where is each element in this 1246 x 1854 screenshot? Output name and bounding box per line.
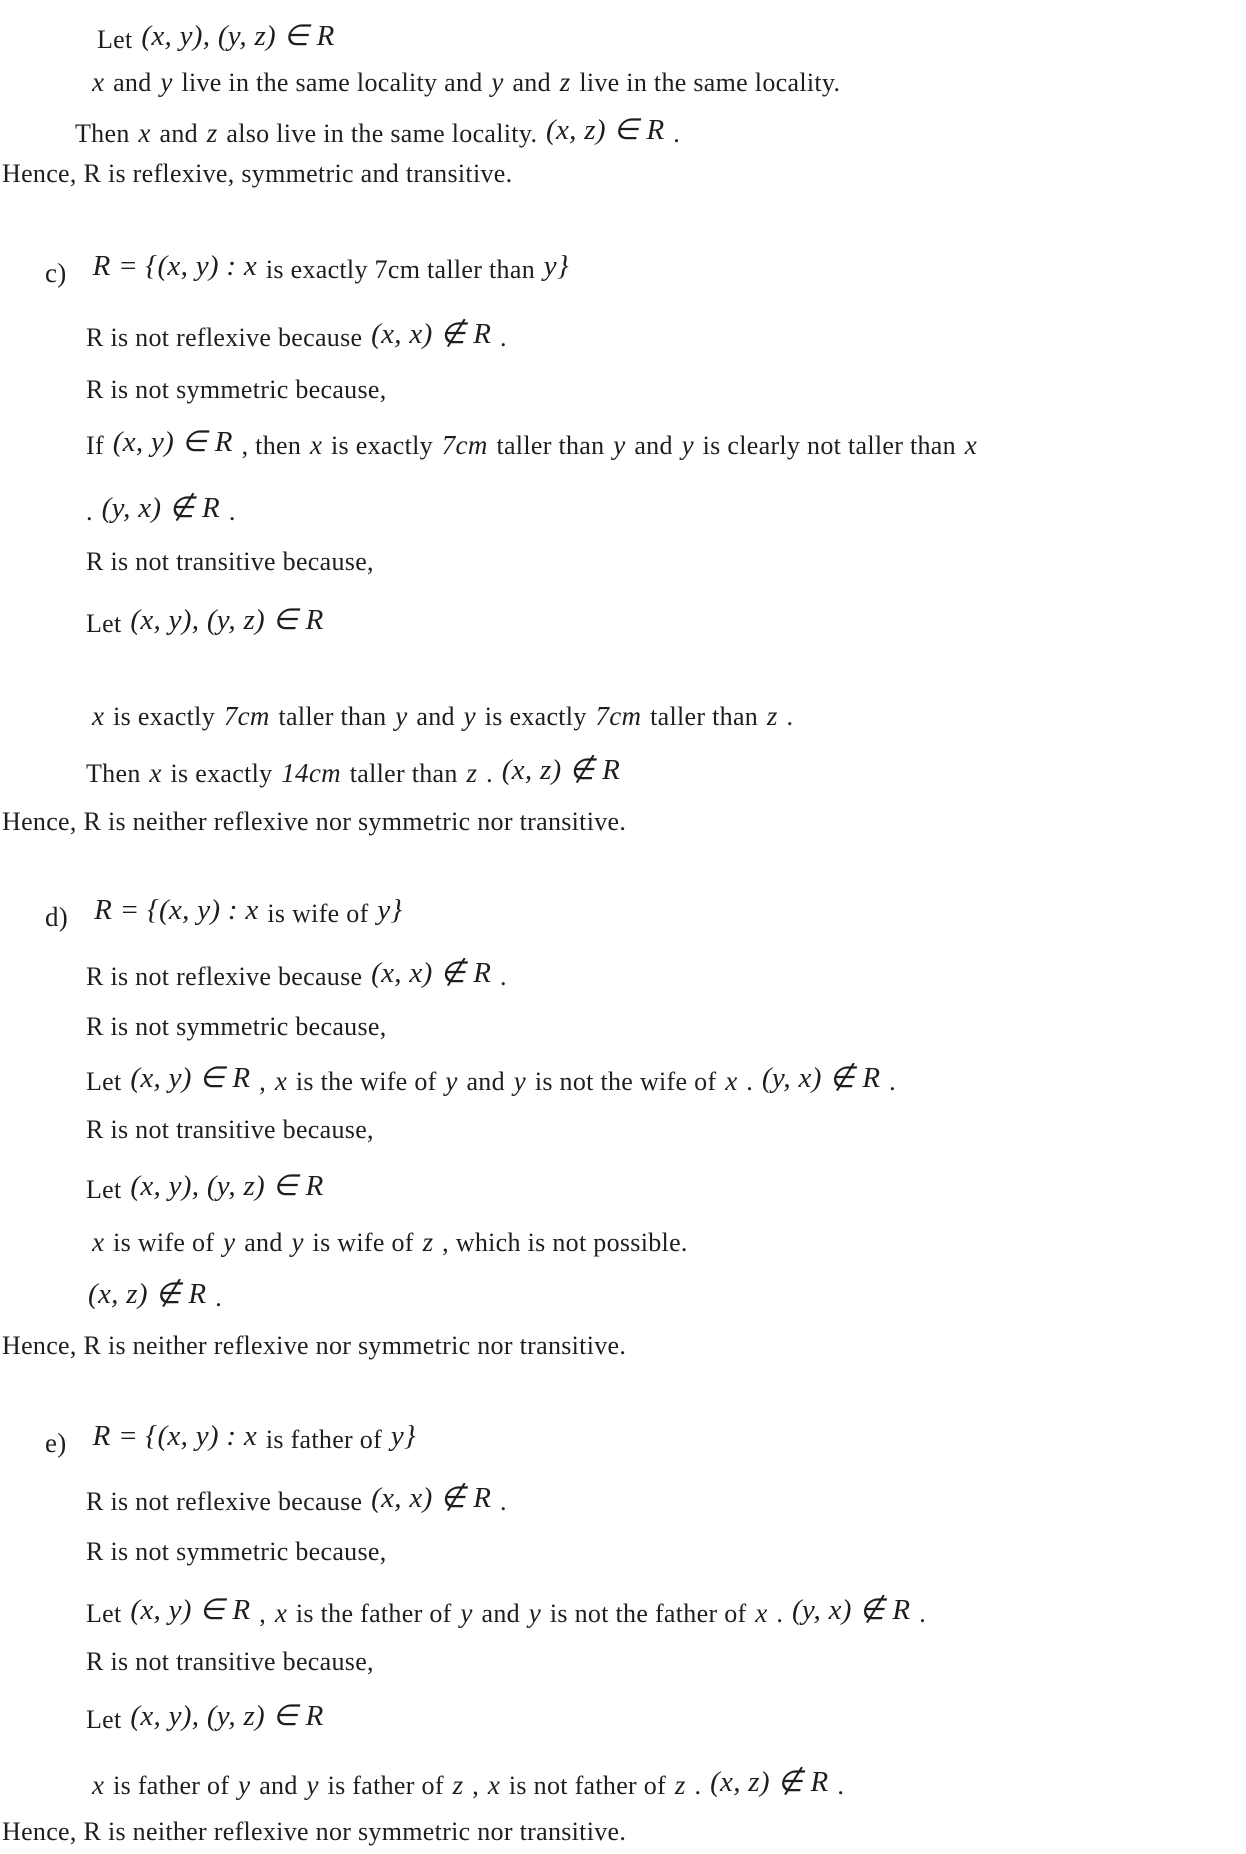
text-line (86, 1168, 326, 1207)
text-run: Let (86, 1067, 129, 1096)
text-run: is father of (106, 1771, 237, 1800)
text-run: is exactly (106, 702, 222, 731)
text-line (45, 892, 404, 935)
text-run: live in the same locality. (572, 68, 841, 97)
text-run: taller than (489, 431, 612, 460)
variable-run: x (92, 1770, 105, 1800)
text-run: live in the same locality and (174, 68, 490, 97)
text-run: taller than (643, 702, 765, 731)
text-run: . (666, 119, 681, 148)
text-run: . (687, 1771, 709, 1800)
text-line (2, 158, 512, 191)
variable-run: y (238, 1770, 251, 1800)
variable-run: x (487, 1770, 501, 1800)
math-run: y} (543, 250, 569, 282)
text-run: R is not reflexive because (86, 962, 370, 991)
text-line (86, 546, 374, 579)
variable-run: y (306, 1770, 319, 1800)
text-run: If (86, 431, 111, 460)
text-run: is wife of (260, 899, 376, 928)
variable-run: y (613, 430, 626, 460)
text-run: Hence, R is reflexive, symmetric and transitive. (2, 159, 513, 188)
math-run: (x, z) ∉ R (710, 1766, 829, 1798)
text-run: is father of (259, 1425, 389, 1454)
text-run: is exactly (477, 702, 594, 731)
text-run: R is not transitive because, (86, 1115, 374, 1144)
text-line (86, 1480, 507, 1519)
text-line (86, 1060, 896, 1099)
text-run: and (237, 1228, 290, 1257)
text-run: is exactly (163, 759, 280, 788)
variable-run: x (138, 118, 151, 148)
math-run: (x, y), (y, z) ∈ R (130, 1700, 324, 1732)
math-run: (x, y), (y, z) ∈ R (130, 604, 324, 636)
variable-run: y (445, 1066, 458, 1096)
text-run: is exactly (324, 431, 440, 460)
math-run: (x, y) ∈ R (130, 1062, 251, 1094)
text-run: . (493, 962, 507, 991)
variable-run: x (309, 430, 323, 460)
text-line (86, 1011, 387, 1044)
math-run: (x, y), (y, z) ∈ R (141, 20, 335, 52)
variable-run: 7cm (595, 701, 642, 731)
text-run: . (779, 702, 794, 731)
text-run: is father of (320, 1771, 451, 1800)
text-run: Let (86, 1705, 129, 1734)
text-run: . (493, 323, 507, 352)
text-run: is not the father of (543, 1599, 754, 1628)
math-run: (x, x) ∉ R (371, 1482, 492, 1514)
variable-run: x (92, 1227, 105, 1257)
math-run: R = {(x, y) : x (92, 1420, 258, 1452)
variable-run: y (491, 67, 504, 97)
math-run: R = {(x, y) : x (94, 894, 259, 926)
text-run: Hence, R is neither reflexive nor symmetric nor transitive. (2, 1817, 627, 1846)
text-run: Let (86, 609, 129, 638)
text-run: is the father of (289, 1599, 459, 1628)
text-line (2, 1330, 626, 1363)
text-run: Let (86, 1175, 129, 1204)
variable-run: y (291, 1227, 304, 1257)
text-run: is not father of (502, 1771, 673, 1800)
text-line (86, 955, 507, 994)
text-line (2, 1816, 626, 1849)
text-line (86, 374, 387, 407)
text-line (45, 248, 571, 291)
text-run: . (739, 1067, 760, 1096)
text-line (75, 112, 680, 151)
text-run: R is not symmetric because, (86, 1012, 387, 1041)
text-run: . (493, 1487, 507, 1516)
variable-run: x (92, 67, 105, 97)
text-run: Let (97, 25, 140, 54)
math-run: (x, y) ∈ R (112, 426, 233, 458)
text-run: R is not symmetric because, (86, 375, 387, 404)
math-run: (x, x) ∉ R (371, 957, 492, 989)
math-run: R = {(x, y) : x (92, 250, 258, 282)
text-run: . (912, 1599, 927, 1628)
text-run: and (627, 431, 680, 460)
text-run: and (106, 68, 159, 97)
text-run: , (465, 1771, 486, 1800)
section-label: c) (45, 258, 67, 288)
variable-run: z (422, 1227, 434, 1257)
text-run: , which is not possible. (435, 1228, 688, 1257)
variable-run: z (766, 701, 778, 731)
variable-run: x (92, 701, 105, 731)
text-run: , (252, 1067, 273, 1096)
variable-run: x (149, 758, 162, 788)
variable-run: 7cm (441, 430, 488, 460)
text-run: . (882, 1067, 896, 1096)
text-run: . (830, 1771, 845, 1800)
text-run: R is not transitive because, (86, 1647, 374, 1676)
math-run: (x, z) ∉ R (88, 1278, 207, 1310)
text-line (86, 490, 236, 529)
text-run: R is not reflexive because (86, 323, 370, 352)
text-run: and (505, 68, 558, 97)
text-run: also live in the same locality. (219, 119, 545, 148)
section-label: e) (45, 1428, 67, 1458)
text-run: Hence, R is neither reflexive nor symmetric nor transitive. (2, 1331, 627, 1360)
variable-run: y (223, 1227, 236, 1257)
text-run: . (479, 759, 500, 788)
text-line (86, 1536, 387, 1569)
text-line (86, 1646, 374, 1679)
text-run: R is not transitive because, (86, 547, 374, 576)
text-run: is the wife of (289, 1067, 444, 1096)
variable-run: y (395, 701, 408, 731)
text-run: is not the wife of (528, 1067, 724, 1096)
text-run: , then (234, 431, 308, 460)
text-run: R is not symmetric because, (86, 1537, 387, 1566)
text-line (86, 1114, 374, 1147)
math-run: y} (377, 894, 403, 926)
variable-run: 7cm (223, 701, 270, 731)
variable-run: z (452, 1770, 464, 1800)
variable-run: y (460, 1598, 473, 1628)
math-run: y} (390, 1420, 416, 1452)
variable-run: x (725, 1066, 738, 1096)
text-run: is wife of (305, 1228, 421, 1257)
variable-run: y (681, 430, 694, 460)
math-run: (x, z) ∉ R (501, 754, 621, 786)
text-run: is exactly 7cm taller than (259, 255, 542, 284)
variable-run: x (964, 430, 978, 460)
math-run: (x, y) ∈ R (130, 1594, 251, 1626)
text-line (86, 316, 507, 355)
variable-run: 14cm (281, 758, 341, 788)
text-run: and (474, 1599, 527, 1628)
text-run: Then (86, 759, 148, 788)
math-run: (x, x) ∉ R (371, 318, 492, 350)
text-line (86, 1592, 926, 1631)
text-run: . (769, 1599, 790, 1628)
variable-run: z (674, 1770, 686, 1800)
text-run: and (409, 702, 462, 731)
variable-run: x (755, 1598, 768, 1628)
text-line (86, 424, 979, 463)
text-line (2, 806, 626, 839)
text-line (90, 66, 840, 100)
variable-run: y (513, 1066, 527, 1096)
text-line (90, 700, 793, 734)
text-run: . (86, 497, 100, 526)
variable-run: y (160, 67, 173, 97)
math-run: (y, x) ∉ R (761, 1062, 881, 1094)
variable-run: z (466, 758, 478, 788)
variable-run: z (206, 118, 218, 148)
math-run: (y, x) ∉ R (791, 1594, 911, 1626)
text-run: and (152, 119, 205, 148)
text-run: . (222, 497, 236, 526)
variable-run: x (274, 1598, 288, 1628)
text-line (45, 1418, 418, 1461)
text-run: taller than (271, 702, 394, 731)
text-line (86, 1698, 326, 1737)
text-line (90, 1226, 688, 1260)
text-run: is wife of (106, 1228, 222, 1257)
text-run: R is not reflexive because (86, 1487, 370, 1516)
text-run: taller than (342, 759, 465, 788)
math-run: (x, z) ∈ R (546, 114, 665, 146)
variable-run: z (559, 67, 571, 97)
text-run: , (252, 1599, 273, 1628)
text-run: . (208, 1283, 223, 1312)
variable-run: x (274, 1066, 288, 1096)
section-label: d) (45, 902, 69, 932)
math-run: (x, y), (y, z) ∈ R (130, 1170, 324, 1202)
variable-run: y (463, 701, 476, 731)
text-run: and (459, 1067, 512, 1096)
text-run: Let (86, 1599, 129, 1628)
math-run: (y, x) ∉ R (101, 492, 221, 524)
text-line (90, 1764, 844, 1803)
text-line (86, 602, 326, 641)
text-run: Then (75, 119, 137, 148)
text-line (86, 1276, 222, 1315)
text-run: is clearly not taller than (695, 431, 963, 460)
text-run: Hence, R is neither reflexive nor symmetric nor transitive. (2, 807, 627, 836)
text-run: and (252, 1771, 305, 1800)
variable-run: y (528, 1598, 542, 1628)
text-line (97, 18, 337, 57)
text-line (86, 752, 622, 791)
